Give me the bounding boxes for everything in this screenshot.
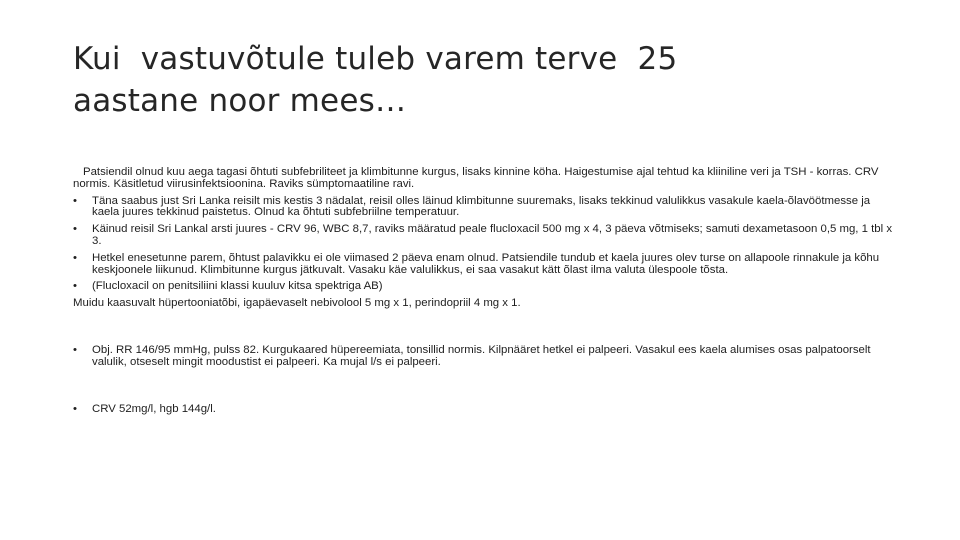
bullet-dot: • xyxy=(73,194,77,207)
bullet-text: Hetkel enesetunne parem, õhtust palavikku ei ole viimased 2 päeva enam olnud. Patsiendile tundub et kaela juures olev turse on allapoole rinnakule ja kõhu keskjoonele liikunud. Klimbitunne kurgus jätkuvalt. Vasaku käe valulikkus, ei saa vasakut kätt õlast ilma valuta ülespoole tõsta. xyxy=(92,251,880,276)
slide-title xyxy=(73,38,893,122)
bullet-dot: • xyxy=(73,251,77,264)
intro-paragraph: Patsiendil olnud kuu aega tagasi õhtuti subfebriliteet ja klimbitunne kurgus, lisaks kinnine köha. Haigestumise ajal tehtud ka kliiniline veri ja TSH - korras. CRV normis. Käsitletud viirusinfektsioonina. Raviks sümptomaatiline ravi. xyxy=(73,166,879,190)
bullet-dot: • xyxy=(73,223,77,236)
bullet-dot: • xyxy=(73,280,77,293)
bullet-text: Käinud reisil Sri Lankal arsti juures - CRV 96, WBC 8,7, raviks määratud peale flucloxacil 500 mg x 4, 3 päeva võtmiseks; samuti dexametasoon 0,5 mg, 1 tbl x 3. xyxy=(92,223,893,247)
slide-body xyxy=(73,167,893,420)
bullet-item-labs xyxy=(73,404,893,416)
spacer xyxy=(73,315,893,345)
bullet-item-doctor-visit xyxy=(73,224,893,248)
bullet-text: (Flucloxacil on penitsiliini klassi kuuluv kitsa spektriga AB) xyxy=(92,280,383,293)
spacer xyxy=(73,374,893,404)
bullet-item-objective xyxy=(73,345,893,369)
bullet-dot: • xyxy=(73,402,77,415)
title-line-2: aastane noor mees… xyxy=(73,83,407,119)
bullet-text: Obj. RR 146/95 mmHg, pulss 82. Kurgukaared hüpereemiata, tonsillid normis. Kilpnääret hetkel ei palpeeri. Vasakul ees kaela alumises osas palpatoorselt valulik, otseselt mingit moodustist ei palpeeri. Ka mujal l/s ei palpeeri. xyxy=(92,343,871,368)
bullet-item-travel xyxy=(73,196,893,220)
bullet-dot: • xyxy=(73,343,77,356)
bullet-text: Täna saabus just Sri Lanka reisilt mis kestis 3 nädalat, reisil olles läinud klimbitunne suuremaks, lisaks tekkinud valulikkus vasakule kaela-õlavöötmesse ja kaela juures tekkinud paistetus. Olnud ka õhtuti subfebriilne temperatuur. xyxy=(92,194,871,219)
history-paragraph: Muidu kaasuvalt hüpertooniatõbi, igapäevaselt nebivolool 5 mg x 1, perindopriil 4 mg x 1. xyxy=(73,297,521,310)
bullet-item-flucloxacil-note xyxy=(73,281,893,293)
bullet-text: CRV 52mg/l, hgb 144g/l. xyxy=(92,402,216,415)
title-line-1: Kui vastuvõtule tuleb varem terve 25 xyxy=(73,41,678,77)
bullet-item-current-state xyxy=(73,253,893,277)
